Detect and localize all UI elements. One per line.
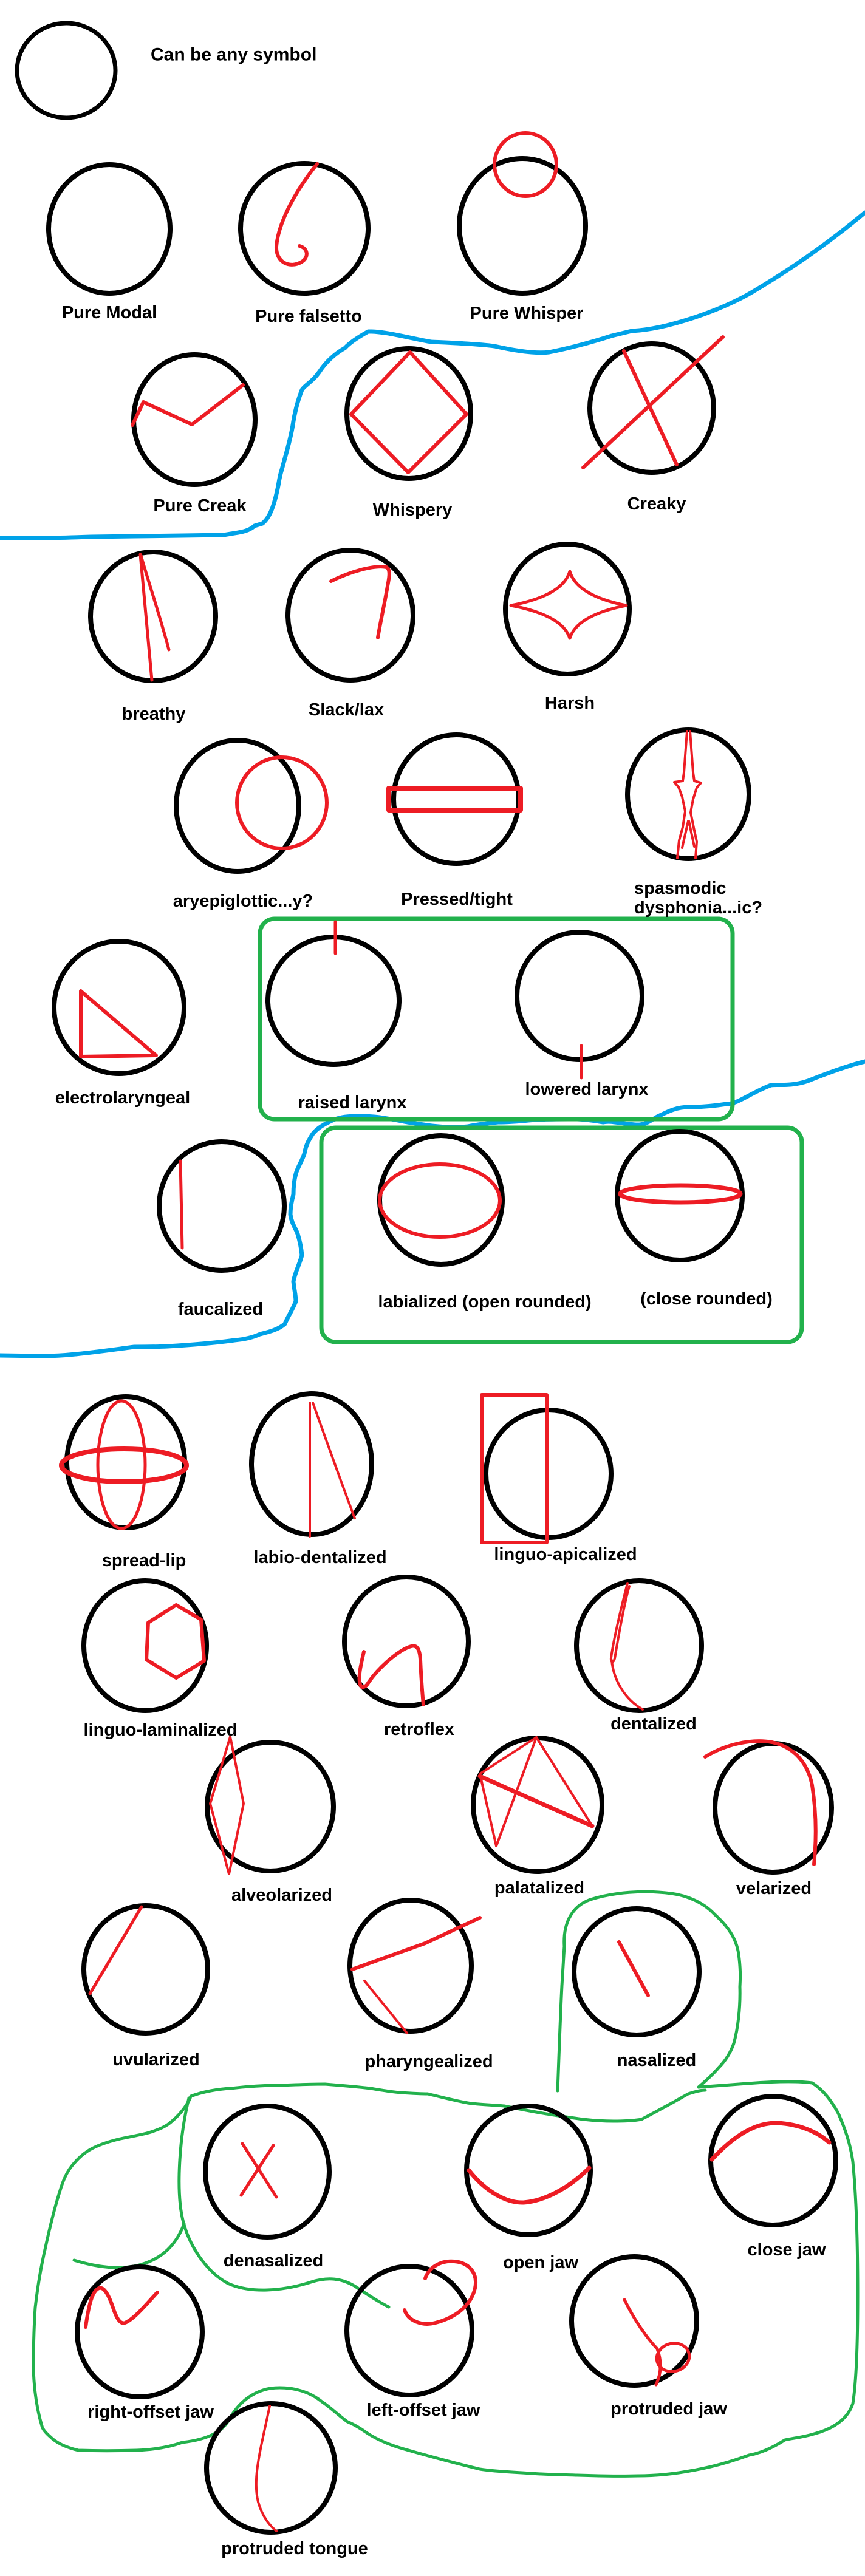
label-electrolaryngeal: electrolaryngeal (55, 1088, 191, 1108)
dentalized-icon (576, 1581, 702, 1711)
green-larynx-group-box (260, 919, 733, 1119)
label-harsh: Harsh (544, 693, 595, 714)
label-close-rounded: (close rounded) (640, 1289, 773, 1309)
label-aryepiglottic: aryepiglottic...y? (173, 891, 313, 911)
label-breathy: breathy (121, 704, 186, 724)
protruded-tongue-icon (207, 2404, 335, 2532)
label-nasalized: nasalized (617, 2051, 697, 2071)
label-open-jaw: open jaw (502, 2253, 579, 2273)
raised-larynx-icon (268, 922, 399, 1065)
pressed-tight-icon (389, 735, 521, 864)
label-pure-whisper: Pure Whisper (470, 304, 584, 324)
electrolaryngeal-icon (54, 941, 184, 1074)
label-right-offset-jaw: right-offset jaw (87, 2402, 214, 2422)
protruded-jaw-icon (572, 2257, 697, 2385)
left-offset-jaw-icon (347, 2261, 476, 2395)
linguo-apicalized-icon (482, 1395, 611, 1542)
label-velarized: velarized (736, 1879, 812, 1899)
label-protruded-jaw: protruded jaw (610, 2399, 727, 2419)
label-spasmodic-dysphonia (634, 879, 762, 918)
retroflex-icon (344, 1577, 468, 1706)
faucalized-icon (159, 1142, 284, 1270)
label-retroflex: retroflex (383, 1720, 455, 1740)
label-creaky: Creaky (627, 494, 686, 514)
label-pure-creak: Pure Creak (153, 496, 247, 516)
harsh-icon (505, 544, 629, 674)
pharyngealized-icon (350, 1900, 480, 2033)
spread-lip-icon (61, 1397, 186, 1528)
label-raised-larynx: raised larynx (298, 1093, 407, 1113)
label-close-jaw: close jaw (747, 2240, 826, 2260)
close-rounded-icon (617, 1131, 742, 1260)
creaky-icon (583, 337, 723, 472)
lowered-larynx-icon (517, 932, 642, 1078)
label-lowered-larynx: lowered larynx (525, 1080, 649, 1100)
label-pure-falsetto: Pure falsetto (255, 307, 362, 327)
right-offset-jaw-icon (77, 2267, 202, 2397)
label-protruded-tongue: protruded tongue (221, 2539, 368, 2559)
label-pharyngealized: pharyngealized (364, 2052, 493, 2072)
label-palatalized: palatalized (494, 1878, 585, 1898)
label-denasalized: denasalized (223, 2251, 324, 2271)
label-whispery: Whispery (372, 500, 453, 520)
label-labio-dentalized: labio-dentalized (253, 1548, 387, 1568)
pure-creak-icon (132, 355, 255, 485)
labio-dentalized-icon (251, 1394, 372, 1536)
label-spread-lip: spread-lip (101, 1551, 186, 1571)
linguo-laminalized-icon (84, 1581, 207, 1711)
label-labialized: labialized (open rounded) (378, 1292, 592, 1312)
green-freehand-group-outline (33, 1892, 858, 2476)
label-uvularized: uvularized (112, 2050, 200, 2070)
denasalized-icon (205, 2106, 329, 2237)
label-slack-lax: Slack/lax (308, 700, 385, 720)
label-dentalized: dentalized (610, 1714, 697, 1734)
label-linguo-laminalized: linguo-laminalized (83, 1720, 238, 1740)
spasmodic-dysphonia-icon (627, 730, 749, 859)
whispery-icon (347, 349, 471, 479)
velarized-icon (705, 1741, 832, 1872)
palatalized-icon (473, 1737, 602, 1872)
title-note: Can be any symbol (151, 44, 317, 65)
label-pressed-tight: Pressed/tight (401, 890, 513, 910)
alveolarized-icon (207, 1737, 333, 1874)
pure-whisper-icon (459, 133, 586, 293)
slack-lax-icon (288, 550, 413, 680)
label-spasmodic-line2: dysphonia...ic? (634, 898, 763, 918)
label-alveolarized: alveolarized (231, 1886, 333, 1906)
uvularized-icon (84, 1906, 208, 2033)
label-left-offset-jaw: left-offset jaw (366, 2401, 480, 2421)
pure-falsetto-icon (241, 163, 368, 293)
label-spasmodic-line1: spasmodic (634, 879, 727, 899)
nasalized-icon (574, 1909, 699, 2035)
label-linguo-apicalized: linguo-apicalized (494, 1545, 637, 1565)
any-symbol-icon (17, 23, 115, 118)
label-faucalized: faucalized (177, 1300, 264, 1320)
breathy-icon (91, 552, 216, 681)
pure-modal-icon (49, 165, 170, 293)
open-jaw-icon (467, 2106, 590, 2235)
labialized-open-rounded-icon (380, 1136, 502, 1264)
close-jaw-icon (711, 2096, 836, 2225)
aryepiglottic-icon (176, 740, 327, 871)
label-pure-modal: Pure Modal (61, 303, 157, 323)
